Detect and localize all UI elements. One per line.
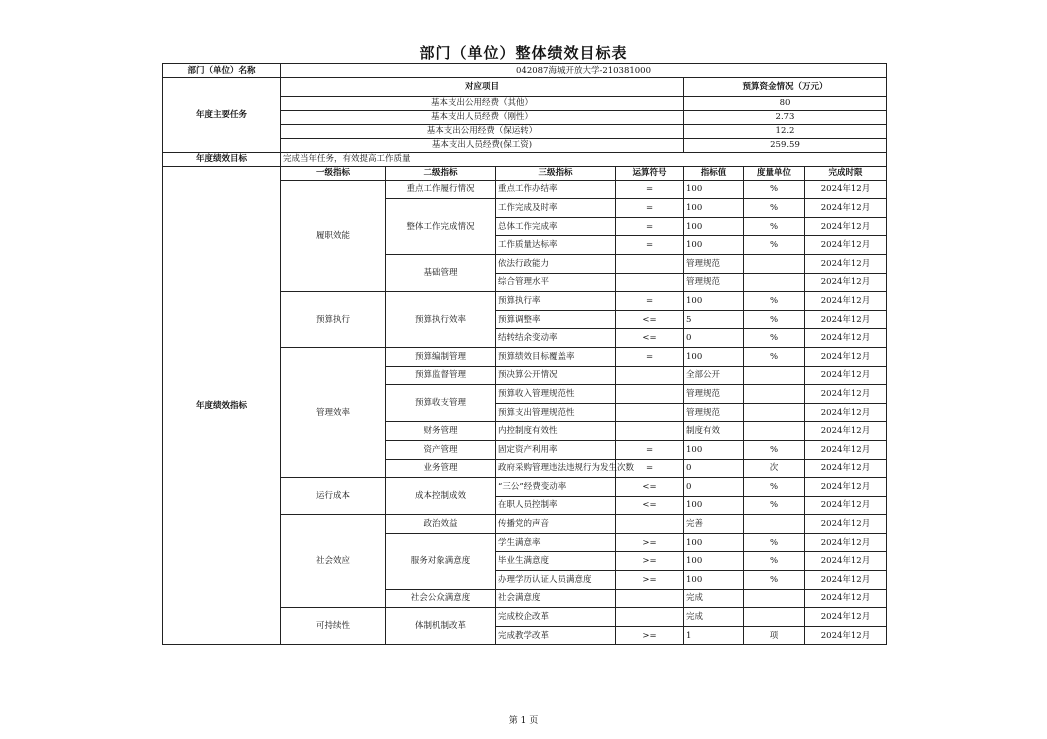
deadline-cell: 2024年12月 [805, 533, 887, 552]
unit-cell: % [744, 236, 805, 255]
op-cell: <= [616, 496, 684, 515]
value-cell: 100 [684, 533, 744, 552]
op-cell: >= [616, 552, 684, 571]
l2-cell: 重点工作履行情况 [386, 180, 496, 199]
op-cell: = [616, 440, 684, 459]
header-l1: 一级指标 [281, 166, 386, 180]
l2-cell: 成本控制成效 [386, 478, 496, 515]
l1-cell: 可持续性 [281, 608, 386, 645]
deadline-cell: 2024年12月 [805, 496, 887, 515]
l3-cell: 工作质量达标率 [496, 236, 616, 255]
page-number: 第 1 页 [508, 716, 539, 726]
op-cell [616, 254, 684, 273]
unit-cell: % [744, 347, 805, 366]
deadline-cell: 2024年12月 [805, 478, 887, 497]
header-unit: 度量单位 [744, 166, 805, 180]
goal-label: 年度绩效目标 [163, 152, 281, 166]
task-item: 基本支出公用经费（其他） [281, 96, 684, 110]
l3-cell: 在职人员控制率 [496, 496, 616, 515]
unit-cell: % [744, 180, 805, 199]
task-item: 基本支出公用经费（保运转） [281, 124, 684, 138]
l3-cell: 办理学历认证人员满意度 [496, 571, 616, 590]
value-cell: 100 [684, 496, 744, 515]
op-cell [616, 273, 684, 292]
l3-cell: 预算执行率 [496, 292, 616, 311]
value-cell: 100 [684, 571, 744, 590]
unit-cell: % [744, 310, 805, 329]
l2-cell: 基础管理 [386, 254, 496, 291]
header-deadline: 完成时限 [805, 166, 887, 180]
task-budget: 12.2 [684, 124, 887, 138]
header-value: 指标值 [684, 166, 744, 180]
op-cell [616, 403, 684, 422]
l3-cell: 依法行政能力 [496, 254, 616, 273]
unit-cell [744, 254, 805, 273]
value-cell: 管理规范 [684, 254, 744, 273]
l3-cell: 预算绩效目标覆盖率 [496, 347, 616, 366]
l2-cell: 整体工作完成情况 [386, 199, 496, 255]
deadline-cell: 2024年12月 [805, 459, 887, 478]
l3-cell: 传播党的声音 [496, 515, 616, 534]
op-cell [616, 385, 684, 404]
value-cell: 100 [684, 236, 744, 255]
unit-cell: % [744, 496, 805, 515]
unit-cell [744, 422, 805, 441]
l2-cell: 预算执行效率 [386, 292, 496, 348]
op-cell [616, 366, 684, 385]
op-cell [616, 608, 684, 627]
tasks-label: 年度主要任务 [163, 78, 281, 153]
tasks-header-item: 对应项目 [281, 78, 684, 97]
value-cell: 100 [684, 292, 744, 311]
l3-cell: 完成校企改革 [496, 608, 616, 627]
deadline-cell: 2024年12月 [805, 440, 887, 459]
deadline-cell: 2024年12月 [805, 589, 887, 608]
op-cell [616, 422, 684, 441]
l2-cell: 政治效益 [386, 515, 496, 534]
task-budget: 2.73 [684, 110, 887, 124]
tasks-header-budget: 预算资金情况（万元） [684, 78, 887, 97]
unit-cell [744, 385, 805, 404]
l3-cell: 预算调整率 [496, 310, 616, 329]
op-cell: <= [616, 310, 684, 329]
value-cell: 100 [684, 347, 744, 366]
op-cell [616, 515, 684, 534]
op-cell: >= [616, 571, 684, 590]
deadline-cell: 2024年12月 [805, 422, 887, 441]
unit-cell [744, 589, 805, 608]
page-title: 部门（单位）整体绩效目标表 [419, 44, 628, 62]
l2-cell: 预算监督管理 [386, 366, 496, 385]
value-cell: 0 [684, 329, 744, 348]
value-cell: 管理规范 [684, 273, 744, 292]
unit-cell: % [744, 552, 805, 571]
l2-cell: 财务管理 [386, 422, 496, 441]
l3-cell: 固定资产利用率 [496, 440, 616, 459]
op-cell: = [616, 217, 684, 236]
value-cell: 0 [684, 459, 744, 478]
unit-cell [744, 403, 805, 422]
unit-cell [744, 273, 805, 292]
unit-cell: % [744, 533, 805, 552]
l3-cell: 预算收入管理规范性 [496, 385, 616, 404]
deadline-cell: 2024年12月 [805, 515, 887, 534]
deadline-cell: 2024年12月 [805, 273, 887, 292]
unit-cell [744, 608, 805, 627]
unit-cell: 项 [744, 626, 805, 645]
unit-cell: % [744, 571, 805, 590]
unit-cell: % [744, 329, 805, 348]
op-cell: = [616, 347, 684, 366]
task-item: 基本支出人员经费(保工资) [281, 138, 684, 152]
value-cell: 全部公开 [684, 366, 744, 385]
l3-cell: 综合管理水平 [496, 273, 616, 292]
value-cell: 0 [684, 478, 744, 497]
unit-cell: % [744, 440, 805, 459]
dept-label: 部门（单位）名称 [163, 64, 281, 78]
l1-cell: 社会效应 [281, 515, 386, 608]
task-budget: 259.59 [684, 138, 887, 152]
op-cell: >= [616, 533, 684, 552]
l3-cell: 完成教学改革 [496, 626, 616, 645]
l1-cell: 预算执行 [281, 292, 386, 348]
l3-cell: 工作完成及时率 [496, 199, 616, 218]
l1-cell: 运行成本 [281, 478, 386, 515]
header-l3: 三级指标 [496, 166, 616, 180]
task-budget: 80 [684, 96, 887, 110]
deadline-cell: 2024年12月 [805, 403, 887, 422]
l3-cell: 内控制度有效性 [496, 422, 616, 441]
l2-cell: 体制机制改革 [386, 608, 496, 645]
deadline-cell: 2024年12月 [805, 366, 887, 385]
l3-cell: 预决算公开情况 [496, 366, 616, 385]
performance-table [162, 63, 887, 645]
deadline-cell: 2024年12月 [805, 254, 887, 273]
header-l2: 二级指标 [386, 166, 496, 180]
deadline-cell: 2024年12月 [805, 180, 887, 199]
value-cell: 完成 [684, 608, 744, 627]
value-cell: 管理规范 [684, 403, 744, 422]
indicators-label: 年度绩效指标 [163, 166, 281, 645]
op-cell: = [616, 180, 684, 199]
l3-cell: 社会满意度 [496, 589, 616, 608]
deadline-cell: 2024年12月 [805, 385, 887, 404]
value-cell: 100 [684, 217, 744, 236]
op-cell: = [616, 459, 684, 478]
deadline-cell: 2024年12月 [805, 347, 887, 366]
l3-cell: 结转结余变动率 [496, 329, 616, 348]
dept-value: 042087海城开放大学-210381000 [281, 64, 887, 78]
l3-cell: 总体工作完成率 [496, 217, 616, 236]
op-cell: = [616, 199, 684, 218]
unit-cell: % [744, 292, 805, 311]
l3-cell: 毕业生满意度 [496, 552, 616, 571]
l3-cell: 学生满意率 [496, 533, 616, 552]
op-cell: <= [616, 478, 684, 497]
deadline-cell: 2024年12月 [805, 571, 887, 590]
op-cell: >= [616, 626, 684, 645]
header-op: 运算符号 [616, 166, 684, 180]
op-cell: = [616, 236, 684, 255]
unit-cell: % [744, 217, 805, 236]
l3-cell: 政府采购管理违法违规行为发生次数 [496, 459, 616, 478]
l2-cell: 业务管理 [386, 459, 496, 478]
value-cell: 完成 [684, 589, 744, 608]
deadline-cell: 2024年12月 [805, 608, 887, 627]
value-cell: 制度有效 [684, 422, 744, 441]
value-cell: 5 [684, 310, 744, 329]
l2-cell: 预算收支管理 [386, 385, 496, 422]
deadline-cell: 2024年12月 [805, 552, 887, 571]
l1-cell: 履职效能 [281, 180, 386, 292]
deadline-cell: 2024年12月 [805, 310, 887, 329]
op-cell: <= [616, 329, 684, 348]
deadline-cell: 2024年12月 [805, 292, 887, 311]
l3-cell: “三公”经费变动率 [496, 478, 616, 497]
op-cell: = [616, 292, 684, 311]
task-item: 基本支出人员经费（刚性） [281, 110, 684, 124]
value-cell: 管理规范 [684, 385, 744, 404]
l2-cell: 预算编制管理 [386, 347, 496, 366]
goal-text: 完成当年任务，有效提高工作质量 [281, 152, 887, 166]
value-cell: 100 [684, 199, 744, 218]
value-cell: 完善 [684, 515, 744, 534]
l2-cell: 资产管理 [386, 440, 496, 459]
unit-cell: 次 [744, 459, 805, 478]
deadline-cell: 2024年12月 [805, 236, 887, 255]
unit-cell: % [744, 478, 805, 497]
unit-cell [744, 515, 805, 534]
deadline-cell: 2024年12月 [805, 626, 887, 645]
deadline-cell: 2024年12月 [805, 199, 887, 218]
unit-cell [744, 366, 805, 385]
l2-cell: 服务对象满意度 [386, 533, 496, 589]
value-cell: 100 [684, 440, 744, 459]
l3-cell: 预算支出管理规范性 [496, 403, 616, 422]
l2-cell: 社会公众满意度 [386, 589, 496, 608]
deadline-cell: 2024年12月 [805, 217, 887, 236]
op-cell [616, 589, 684, 608]
l1-cell: 管理效率 [281, 347, 386, 477]
value-cell: 1 [684, 626, 744, 645]
value-cell: 100 [684, 180, 744, 199]
l3-cell: 重点工作办结率 [496, 180, 616, 199]
deadline-cell: 2024年12月 [805, 329, 887, 348]
unit-cell: % [744, 199, 805, 218]
value-cell: 100 [684, 552, 744, 571]
